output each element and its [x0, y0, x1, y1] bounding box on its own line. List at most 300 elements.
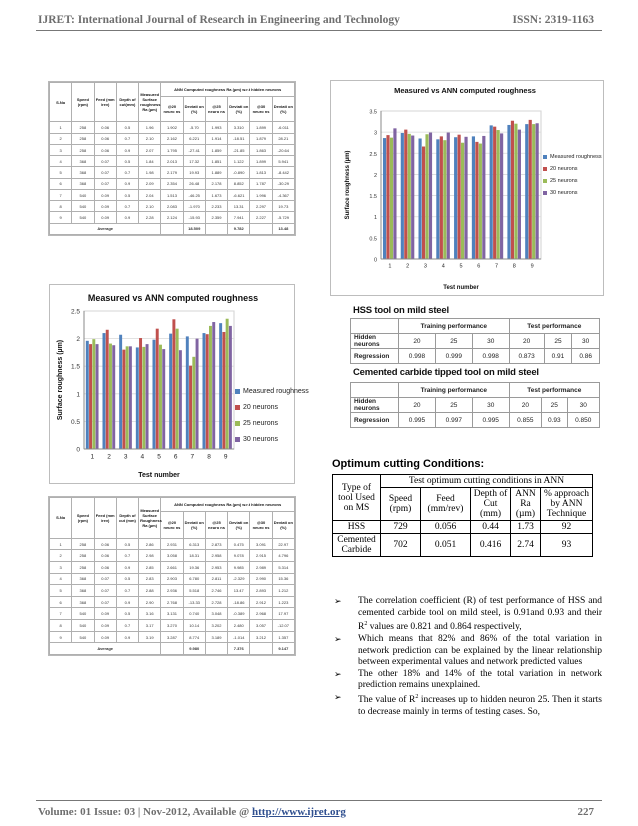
- header-cell: Speed (rpm): [72, 498, 94, 539]
- table-cell: 1.98: [139, 167, 161, 178]
- average-value: 7.376: [228, 643, 250, 655]
- bar: [419, 138, 422, 259]
- table-cell: 7.941: [228, 212, 250, 223]
- optimum-header-row: [333, 475, 593, 488]
- table-cell: 258: [72, 550, 94, 562]
- hidden-neurons-label: Hidden neurons: [351, 334, 399, 349]
- table-cell: 0.9: [116, 631, 138, 643]
- bar: [447, 133, 450, 259]
- regression-value: 0.873: [509, 349, 544, 364]
- x-tick-label: 1: [90, 453, 95, 461]
- bar: [529, 120, 532, 259]
- table-cell: 2.86: [139, 538, 161, 550]
- table-cell: 19.36: [183, 561, 205, 573]
- x-axis-label: Test number: [138, 472, 180, 479]
- test-header: Test performance: [509, 383, 599, 398]
- average-blank: [250, 643, 272, 655]
- bullet-item: [332, 596, 602, 634]
- table-cell: 1: [50, 538, 72, 550]
- legend-swatch: [235, 389, 240, 394]
- table-cell: 2.354: [161, 178, 183, 189]
- table-cell: -18.86: [228, 596, 250, 608]
- bar: [176, 329, 179, 449]
- chart-title: Measured vs ANN computed roughness: [394, 86, 536, 95]
- table-cell: 0.9: [116, 561, 138, 573]
- table-cell: 2.10: [139, 133, 161, 144]
- table-cell: 3.058: [161, 550, 183, 562]
- table-row: [50, 550, 295, 562]
- table-cell: 0.09: [94, 620, 116, 632]
- table-cell: 2.179: [161, 167, 183, 178]
- training-header: Training performance: [399, 383, 510, 398]
- table-cell: -2.329: [228, 573, 250, 585]
- table-cell: 0.9: [116, 144, 138, 155]
- average-value: 9.980: [183, 643, 205, 655]
- table-cell: 1.513: [161, 189, 183, 200]
- x-tick-label: 6: [173, 453, 178, 461]
- regression-value: 0.999: [435, 349, 472, 364]
- optimum-column-header: % approach by ANN Technique: [541, 488, 593, 521]
- legend-label: 25 neurons: [243, 420, 279, 427]
- x-tick-label: 8: [512, 263, 516, 270]
- bar: [532, 124, 535, 259]
- bullet-text: The correlation coefficient (R) of test performance of HSS and cemented carbide tool on mild steel, is 0.91and 0.93 and their R: [358, 596, 602, 633]
- bar: [219, 323, 222, 449]
- table-cell: 3.270: [161, 620, 183, 632]
- table-row: [50, 201, 295, 212]
- optimum-value: 93: [541, 534, 593, 557]
- hidden-neurons-value: 25: [435, 334, 472, 349]
- hidden-neurons-value: 25: [435, 398, 472, 413]
- table-cell: 0.5: [116, 538, 138, 550]
- average-row: [50, 223, 295, 234]
- bar: [383, 138, 386, 259]
- table-cell: 0.09: [94, 212, 116, 223]
- carbide-table-caption: Cemented carbide tipped tool on mild steel: [353, 367, 539, 378]
- bar: [139, 338, 142, 449]
- bar: [126, 346, 129, 449]
- table-cell: 0.06: [94, 133, 116, 144]
- average-value: 18.509: [183, 223, 205, 234]
- table-cell: 0.06: [94, 144, 116, 155]
- table-cell: 2.083: [161, 201, 183, 212]
- optimum-column-header: ANN Ra (µm): [511, 488, 541, 521]
- table-cell: 2.98: [139, 550, 161, 562]
- roughness-chart-hss: [49, 284, 309, 484]
- optimum-value: 2.74: [511, 534, 541, 557]
- subheader-cell: Deviati on (%): [228, 96, 250, 122]
- table-cell: 1.673: [205, 189, 227, 200]
- bullet-text: The value of R: [358, 695, 416, 706]
- bar: [206, 334, 209, 449]
- table-row: [50, 189, 295, 200]
- bar: [404, 130, 407, 259]
- header-cell: S.No: [50, 83, 72, 122]
- tool-name: HSS: [333, 521, 381, 534]
- roughness-chart-carbide: [330, 80, 604, 296]
- table-row: [50, 156, 295, 167]
- table-cell: 0.09: [94, 189, 116, 200]
- table-cell: 2.480: [228, 620, 250, 632]
- journal-header: IJRET: International Journal of Research in Engineering and Technology: [38, 14, 400, 26]
- legend-swatch: [543, 179, 547, 183]
- table-cell: 2.931: [161, 538, 183, 550]
- table-row: [50, 122, 295, 133]
- table-cell: 1.787: [250, 178, 272, 189]
- table-cell: 2.915: [250, 550, 272, 562]
- y-tick-label: 2.5: [70, 308, 80, 316]
- table-cell: 18.31: [183, 550, 205, 562]
- optimum-value: 0.051: [421, 534, 471, 557]
- table-cell: 1.357: [272, 631, 294, 643]
- table-cell: 0.07: [94, 167, 116, 178]
- x-tick-label: 3: [423, 263, 427, 270]
- x-tick-label: 5: [157, 453, 161, 461]
- table-cell: 6: [50, 178, 72, 189]
- bar: [443, 140, 446, 259]
- optimum-column-header: Feed (mm/rev): [421, 488, 471, 521]
- legend-label: Measured roughness: [550, 154, 602, 160]
- test-header: Test performance: [509, 319, 599, 334]
- bullet-text: Which means that 82% and 86% of the total variation in network prediction can be explained by the linear relationship between experimental values and network predicted values: [358, 633, 602, 668]
- table-cell: 2.88: [139, 585, 161, 597]
- chart-title: Measured vs ANN computed roughness: [87, 293, 259, 303]
- table-cell: 1.899: [250, 156, 272, 167]
- perf-header-row: [351, 383, 600, 398]
- legend-swatch: [543, 155, 547, 159]
- table-cell: 2.953: [205, 561, 227, 573]
- table-cell: 4: [50, 156, 72, 167]
- table-cell: 1.859: [205, 144, 227, 155]
- optimum-row: [333, 534, 593, 557]
- table-cell: 5.518: [183, 585, 205, 597]
- table-cell: 0.06: [94, 122, 116, 133]
- table-cell: 0.06: [94, 550, 116, 562]
- subheader-cell: @30 neuro ns: [250, 512, 272, 538]
- table-cell: 13.31: [228, 201, 250, 212]
- table-cell: 0.9: [116, 212, 138, 223]
- y-tick-label: 3: [373, 130, 377, 137]
- table-cell: 1.851: [205, 156, 227, 167]
- bar: [525, 124, 528, 259]
- bar: [436, 139, 439, 259]
- table-cell: 1.96: [139, 122, 161, 133]
- chart-svg: [50, 285, 309, 483]
- table-cell: 3.212: [250, 631, 272, 643]
- bar: [172, 319, 175, 449]
- header-cell: S.No: [50, 498, 72, 539]
- table-cell: 1.996: [250, 189, 272, 200]
- y-tick-label: 0.5: [70, 418, 80, 426]
- table-cell: 2: [50, 550, 72, 562]
- x-tick-label: 4: [140, 453, 145, 461]
- hidden-neurons-value: 30: [472, 398, 509, 413]
- bar: [96, 344, 99, 449]
- table-row: [50, 620, 295, 632]
- bar: [203, 333, 206, 449]
- optimum-conditions-table: [332, 474, 593, 557]
- x-tick-label: 6: [477, 263, 481, 270]
- table-cell: 2.873: [205, 538, 227, 550]
- table-cell: 0.7: [116, 585, 138, 597]
- bar: [186, 336, 189, 449]
- table-cell: 0.5: [116, 189, 138, 200]
- table-cell: 2.90: [139, 596, 161, 608]
- hss-table-caption: HSS tool on mild steel: [353, 305, 449, 316]
- y-tick-label: 1.5: [369, 194, 377, 201]
- table-cell: 2.162: [161, 133, 183, 144]
- bar: [500, 133, 503, 259]
- average-blank: [161, 223, 183, 234]
- table-cell: 3.091: [250, 538, 272, 550]
- table-cell: 368: [72, 167, 94, 178]
- bar: [440, 136, 443, 259]
- average-value: 13.48: [272, 223, 294, 234]
- roughness-table-carbide: [48, 496, 296, 656]
- y-tick-label: 2.5: [369, 151, 377, 158]
- table-cell: 0.5: [116, 156, 138, 167]
- x-tick-label: 9: [223, 453, 228, 461]
- bar: [92, 339, 95, 449]
- table-cell: 2.04: [139, 189, 161, 200]
- bar: [422, 147, 425, 259]
- table-cell: 3: [50, 144, 72, 155]
- table-cell: 17.32: [183, 156, 205, 167]
- table-cell: 22.97: [272, 538, 294, 550]
- table-cell: -8.442: [272, 167, 294, 178]
- table-cell: -6.011: [272, 122, 294, 133]
- table-cell: 28.21: [272, 133, 294, 144]
- average-blank: [205, 223, 227, 234]
- legend-swatch: [543, 191, 547, 195]
- table-cell: 8.852: [228, 178, 250, 189]
- legend-label: 30 neurons: [243, 436, 279, 443]
- table-cell: -5.70: [183, 122, 205, 133]
- table-cell: 10.14: [183, 620, 205, 632]
- hidden-neurons-value: 25: [544, 334, 572, 349]
- header-cell: Measured Surface Roughness Ra (µm): [139, 498, 161, 539]
- issn-header: ISSN: 2319-1163: [512, 14, 594, 26]
- header-cell: ANN Computed roughness Ra (µm) w.r.t hidden neurons: [161, 498, 295, 512]
- table-cell: -46.25: [183, 189, 205, 200]
- optimum-value: 729: [381, 521, 421, 534]
- table-cell: 0.5: [116, 573, 138, 585]
- table-cell: 2.936: [161, 585, 183, 597]
- y-axis-label: Surface roughness (µm): [345, 150, 351, 220]
- table-cell: 2.912: [250, 596, 272, 608]
- table-row: [50, 144, 295, 155]
- header-cell: Feed (mm /rev): [94, 498, 116, 539]
- regression-value: 0.91: [544, 349, 572, 364]
- bar: [401, 133, 404, 259]
- x-tick-label: 2: [406, 263, 410, 270]
- optimum-value: 92: [541, 521, 593, 534]
- hidden-neurons-value: 30: [472, 334, 509, 349]
- bullet-superscript: 2: [415, 693, 419, 700]
- table-cell: 9.078: [228, 550, 250, 562]
- legend-label: 30 neurons: [550, 190, 578, 196]
- regression-value: 0.86: [572, 349, 600, 364]
- table-cell: 540: [72, 620, 94, 632]
- table-cell: 0.06: [94, 538, 116, 550]
- bar: [507, 125, 510, 259]
- regression-value: 0.995: [472, 413, 509, 428]
- subheader-cell: Deviati on (%): [272, 512, 294, 538]
- bar: [472, 136, 475, 259]
- table-cell: 540: [72, 189, 94, 200]
- subheader-cell: Deviati on (%): [228, 512, 250, 538]
- legend-label: 20 neurons: [243, 404, 279, 411]
- hidden-neurons-value: 25: [542, 398, 568, 413]
- table-cell: 0.7: [116, 167, 138, 178]
- table-cell: 2.83: [139, 573, 161, 585]
- table-row: [50, 538, 295, 550]
- bar: [212, 322, 215, 449]
- arrow-bullet-icon: ➢: [334, 633, 342, 644]
- bar: [192, 357, 195, 449]
- table-cell: 3.17: [139, 620, 161, 632]
- bar: [209, 326, 212, 449]
- arrow-bullet-icon: ➢: [334, 691, 342, 702]
- table-cell: -1.014: [228, 631, 250, 643]
- table-cell: 3.310: [228, 122, 250, 133]
- bar: [490, 125, 493, 259]
- table-cell: 2.903: [161, 573, 183, 585]
- bar: [142, 347, 145, 449]
- table-cell: 1.879: [250, 133, 272, 144]
- bullet-text-continued: values are 0.821 and 0.864 respectively,: [367, 622, 522, 633]
- carbide-performance-table: [350, 382, 600, 428]
- table-cell: 6.221: [183, 133, 205, 144]
- x-tick-label: 9: [530, 263, 534, 270]
- bar: [408, 134, 411, 259]
- table-cell: 2.233: [205, 201, 227, 212]
- hidden-neurons-value: 30: [572, 334, 600, 349]
- table-cell: 258: [72, 538, 94, 550]
- y-tick-label: 1: [373, 215, 377, 222]
- table-cell: 2: [50, 133, 72, 144]
- regression-row: [351, 349, 600, 364]
- table-cell: 0.07: [94, 596, 116, 608]
- table-cell: 1.863: [250, 144, 272, 155]
- table-cell: 6.313: [183, 538, 205, 550]
- x-tick-label: 7: [190, 453, 195, 461]
- table-cell: 368: [72, 596, 94, 608]
- legend-swatch: [235, 437, 240, 442]
- table-row: [50, 133, 295, 144]
- table-cell: 26.48: [183, 178, 205, 189]
- header-cell: Feed (mm /rev): [94, 83, 116, 122]
- bar: [122, 350, 125, 449]
- table-cell: 1.84: [139, 156, 161, 167]
- legend-swatch: [235, 405, 240, 410]
- x-tick-label: 2: [107, 453, 111, 461]
- table-cell: 0.07: [94, 585, 116, 597]
- table-cell: 0.7: [116, 620, 138, 632]
- table-cell: 4.796: [272, 550, 294, 562]
- table-cell: 1.902: [161, 122, 183, 133]
- subheader-cell: @30 neuro ns: [250, 96, 272, 122]
- table-header-row: [50, 498, 295, 512]
- bar: [390, 138, 393, 259]
- regression-value: 0.998: [399, 349, 436, 364]
- table-cell: 2.893: [250, 585, 272, 597]
- bar: [461, 143, 464, 259]
- table-cell: 0.9: [116, 178, 138, 189]
- table-cell: -21.85: [228, 144, 250, 155]
- hss-performance-table: [350, 318, 600, 364]
- table-cell: 2.124: [161, 212, 183, 223]
- table-cell: 3.048: [205, 608, 227, 620]
- table-cell: -12.07: [272, 620, 294, 632]
- table-cell: -0.389: [228, 608, 250, 620]
- table-cell: 8: [50, 620, 72, 632]
- regression-value: 0.850: [567, 413, 599, 428]
- bar: [226, 319, 229, 449]
- bar: [514, 124, 517, 259]
- average-row: [50, 643, 295, 655]
- average-blank: [161, 643, 183, 655]
- y-tick-label: 3.5: [369, 109, 377, 116]
- y-tick-label: 1: [76, 391, 80, 399]
- x-tick-label: 4: [441, 263, 445, 270]
- average-value: 9.147: [272, 643, 294, 655]
- journal-link[interactable]: http://www.ijret.org: [252, 806, 346, 818]
- table-cell: 2.10: [139, 201, 161, 212]
- arrow-bullet-icon: ➢: [334, 668, 342, 679]
- average-label: Average: [50, 223, 161, 234]
- table-cell: 368: [72, 156, 94, 167]
- header-cell: Depth of cut (mm): [116, 498, 138, 539]
- table-cell: 2.28: [139, 212, 161, 223]
- table-cell: 17.97: [272, 608, 294, 620]
- table-cell: 540: [72, 201, 94, 212]
- average-value: 9.782: [228, 223, 250, 234]
- table-cell: 2.09: [139, 178, 161, 189]
- subheader-cell: @25 neuro ns: [205, 96, 227, 122]
- hidden-neurons-value: 30: [567, 398, 599, 413]
- bar: [103, 333, 106, 449]
- table-cell: 2.968: [250, 608, 272, 620]
- bar: [109, 344, 112, 449]
- bar: [146, 344, 149, 449]
- y-tick-label: 0: [76, 446, 80, 454]
- tool-type-header: Type of tool Used on MS: [333, 475, 381, 521]
- table-cell: 5: [50, 585, 72, 597]
- bar: [129, 346, 132, 449]
- table-cell: 368: [72, 585, 94, 597]
- hidden-neurons-row: [351, 398, 600, 413]
- bar: [429, 133, 432, 259]
- subheader-cell: @25 neuro ns: [205, 512, 227, 538]
- y-tick-label: 0.5: [369, 236, 377, 243]
- bar: [136, 347, 139, 449]
- table-cell: 3.202: [205, 620, 227, 632]
- bar: [464, 137, 467, 259]
- table-cell: 8: [50, 201, 72, 212]
- subheader-cell: Deviati on (%): [183, 96, 205, 122]
- table-cell: 3.16: [139, 608, 161, 620]
- table-cell: 1.795: [161, 144, 183, 155]
- optimum-value: 0.056: [421, 521, 471, 534]
- table-cell: 258: [72, 144, 94, 155]
- table-cell: 258: [72, 561, 94, 573]
- table-cell: 3: [50, 561, 72, 573]
- table-cell: 2.768: [161, 596, 183, 608]
- table-cell: 13.47: [228, 585, 250, 597]
- subheader-cell: @20 neuro ns: [161, 512, 183, 538]
- bullet-superscript: 2: [364, 621, 368, 628]
